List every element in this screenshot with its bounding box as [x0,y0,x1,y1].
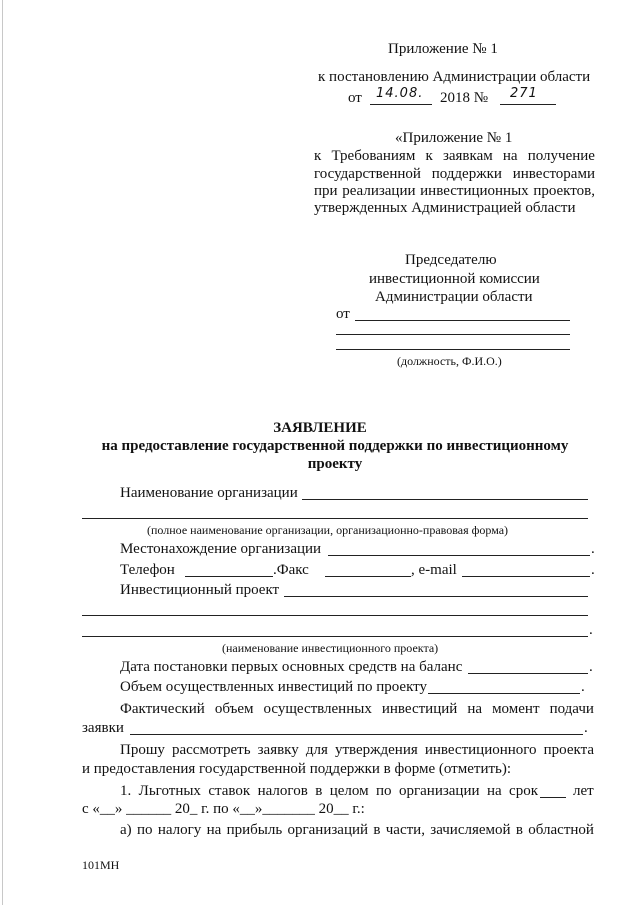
word: к [314,148,322,164]
item1-line [120,782,538,800]
request-end-line: и предоставления государственной поддержки в форме (отметить): [82,761,512,777]
word: областной [528,822,594,838]
document-title: ЗАЯВЛЕНИЕ [273,420,367,436]
actual-period: . [584,720,588,736]
item-a-line [120,821,594,839]
word: проектов, [533,183,595,199]
word: получение [527,148,595,164]
word: рассмотреть [171,742,251,758]
word: ставок [208,783,251,799]
addressee-from: от [336,306,350,322]
word: проекта [543,742,594,758]
project-period: . [589,622,593,638]
addressee-rule-2 [336,334,570,335]
year-number-label: 2018 № [440,90,489,106]
word: утверждения [334,742,418,758]
phone-field[interactable] [185,576,273,577]
item1-period-line: с «__» ______ 20_ г. по «__»_______ 20__ г.: [82,801,365,817]
org-name-field[interactable] [302,499,588,500]
email-label: , e-mail [411,562,457,578]
word: Прошу [120,742,165,758]
volume-field[interactable] [428,693,580,694]
word: зачисляемой [430,822,511,838]
word: заявку [257,742,299,758]
org-name-field-2[interactable] [82,518,588,519]
fax-label: .Факс [273,562,309,578]
addressee-rule-3 [336,349,570,350]
addressee-line-1: Председателю [405,252,497,268]
footer-code: 101МН [82,858,120,872]
project-hint: (наименование инвестиционного проекта) [222,641,439,655]
word: по [376,783,392,799]
word: Требованиям [331,148,416,164]
request-line [120,741,594,759]
word: при [314,183,338,199]
word: организации [398,783,480,799]
date-rule [370,104,432,105]
date-handwritten: 14.08. [376,86,424,101]
project-field-3[interactable] [82,636,588,637]
org-name-label: Наименование организации [120,485,298,501]
word: 1. [120,783,132,799]
volume-label: Объем осуществленных инвестиций по проекту [120,679,428,695]
word: налогов [257,783,308,799]
date-assets-label: Дата постановки первых основных средств на баланс [120,659,463,675]
word: для [305,742,328,758]
sub-annex-last-line: утвержденных Администрацией области [314,200,576,216]
word: заявкам [442,148,493,164]
word: на [486,783,502,799]
actual-end-label: заявки [82,720,124,736]
word: инвестиционного [424,742,537,758]
org-name-hint: (полное наименование организации, организационно-правовая форма) [147,523,509,537]
location-period: . [591,541,595,557]
item1-years-label: лет [573,783,594,799]
word: государственной [314,166,421,182]
location-label: Местонахождение организации [120,541,322,557]
word: поддержки [431,166,502,182]
addressee-line-2: инвестиционной комиссии [369,271,540,287]
word: реализации [342,183,416,199]
word: инвестиций [381,701,458,717]
date-prefix: от [348,90,362,106]
resolution-line: к постановлению Администрации области [318,69,591,85]
word: Фактический [120,701,205,717]
word: в [315,783,323,799]
word: на [502,148,518,164]
addressee-hint: (должность, Ф.И.О.) [397,354,502,368]
actual-line [120,700,594,718]
date-assets-period: . [589,659,593,675]
location-field[interactable] [328,555,590,556]
project-field-2[interactable] [82,615,588,616]
document-subtitle-1: на предоставление государственной поддержки по инвестиционному [101,438,569,454]
number-rule [500,104,556,105]
word: объем [214,701,254,717]
word: Льготных [138,783,201,799]
sub-annex-line [314,165,595,183]
word: на [467,701,483,717]
volume-period: . [581,679,585,695]
word: налогу [157,822,202,838]
number-handwritten: 271 [510,86,538,101]
actual-field[interactable] [130,734,583,735]
word: на [206,822,222,838]
sub-annex-line [314,182,595,200]
project-field[interactable] [284,596,588,597]
sub-annex-title: «Приложение № 1 [395,130,513,146]
fax-field[interactable] [325,576,411,577]
word: момент [492,701,540,717]
annex-title: Приложение № 1 [388,41,498,57]
word: инвесторами [512,166,595,182]
word: срок [509,783,538,799]
word: подачи [549,701,594,717]
word: в [515,822,523,838]
addressee-line-3: Администрации области [375,289,533,305]
project-label: Инвестиционный проект [120,582,280,598]
item1-years-field[interactable] [540,797,566,798]
word: а) [120,822,132,838]
word: к [425,148,433,164]
word: целом [329,783,369,799]
document-subtitle-2: проекту [307,456,363,472]
addressee-rule-1 [355,320,570,321]
word: организаций [287,822,369,838]
word: инвестиционных [420,183,529,199]
word: части, [385,822,425,838]
phone-label: Телефон [120,562,175,578]
word: в [373,822,381,838]
word: прибыль [226,822,283,838]
sub-annex-line [314,147,595,165]
word: осуществленных [263,701,372,717]
word: по [136,822,153,838]
date-assets-field[interactable] [468,673,588,674]
email-period: . [591,562,595,578]
email-field[interactable] [462,576,590,577]
